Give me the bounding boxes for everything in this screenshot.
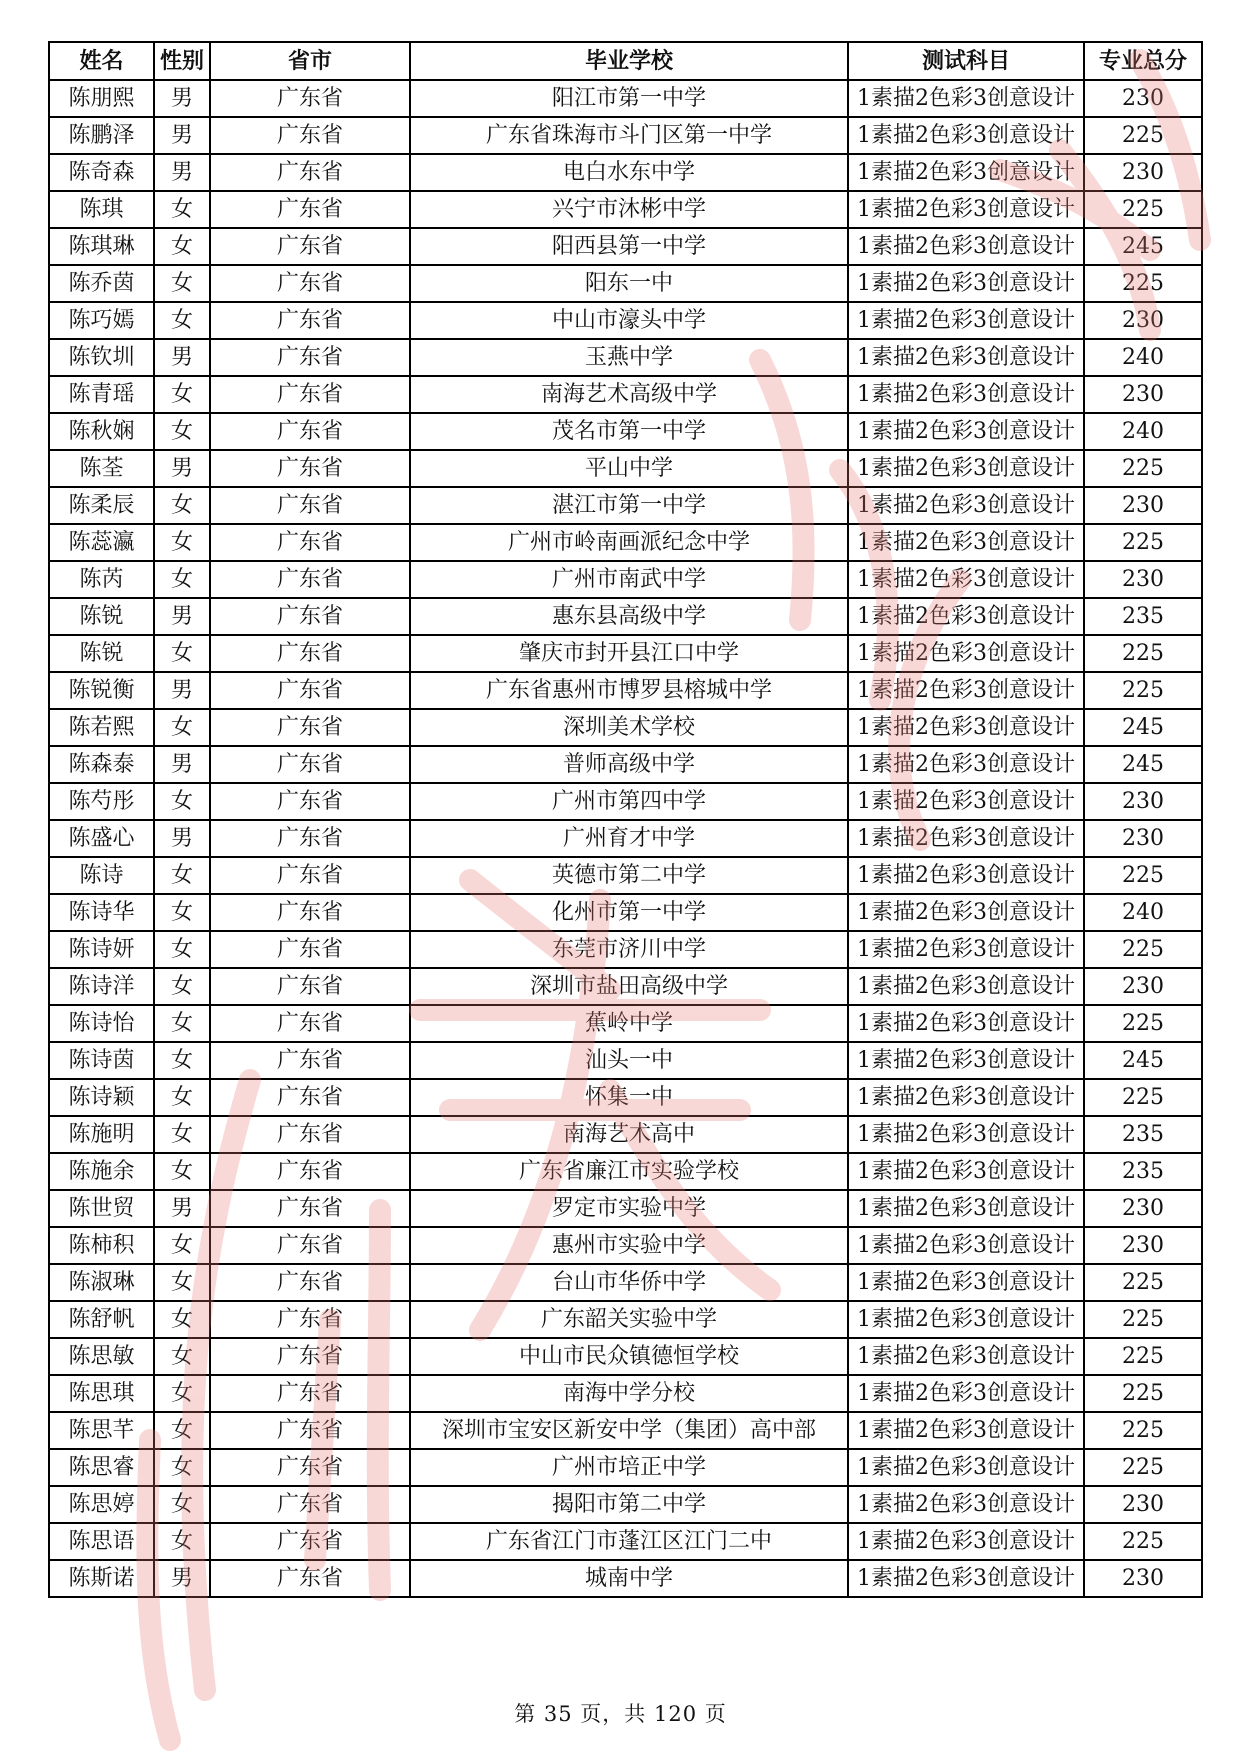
- cell-school: 中山市濠头中学: [410, 302, 848, 339]
- cell-total-score: 240: [1084, 413, 1202, 450]
- cell-province: 广东省: [210, 1227, 410, 1264]
- cell-province: 广东省: [210, 1375, 410, 1412]
- cell-province: 广东省: [210, 265, 410, 302]
- cell-name: 陈锐: [49, 635, 154, 672]
- table-row: [49, 1560, 1202, 1597]
- cell-school: 广州市岭南画派纪念中学: [410, 524, 848, 561]
- cell-school: 广州市南武中学: [410, 561, 848, 598]
- cell-name: 陈思琪: [49, 1375, 154, 1412]
- cell-gender: 女: [154, 894, 210, 931]
- cell-school: 化州市第一中学: [410, 894, 848, 931]
- cell-gender: 男: [154, 117, 210, 154]
- cell-gender: 女: [154, 561, 210, 598]
- table-row: [49, 1301, 1202, 1338]
- cell-province: 广东省: [210, 1079, 410, 1116]
- cell-total-score: 245: [1084, 709, 1202, 746]
- cell-school: 南海艺术高级中学: [410, 376, 848, 413]
- cell-province: 广东省: [210, 672, 410, 709]
- cell-name: 陈秋娴: [49, 413, 154, 450]
- cell-name: 陈思芊: [49, 1412, 154, 1449]
- table-row: [49, 1153, 1202, 1190]
- cell-subjects: 1素描2色彩3创意设计: [848, 154, 1084, 191]
- cell-name: 陈思睿: [49, 1449, 154, 1486]
- cell-province: 广东省: [210, 561, 410, 598]
- cell-total-score: 225: [1084, 1005, 1202, 1042]
- cell-subjects: 1素描2色彩3创意设计: [848, 1301, 1084, 1338]
- cell-gender: 女: [154, 1412, 210, 1449]
- cell-name: 陈思语: [49, 1523, 154, 1560]
- cell-province: 广东省: [210, 931, 410, 968]
- cell-school: 兴宁市沐彬中学: [410, 191, 848, 228]
- cell-name: 陈朋熙: [49, 80, 154, 117]
- cell-subjects: 1素描2色彩3创意设计: [848, 524, 1084, 561]
- cell-name: 陈琪: [49, 191, 154, 228]
- cell-name: 陈锐衡: [49, 672, 154, 709]
- cell-name: 陈斯诺: [49, 1560, 154, 1597]
- cell-province: 广东省: [210, 524, 410, 561]
- cell-school: 英德市第二中学: [410, 857, 848, 894]
- header-gender: 性别: [154, 42, 210, 80]
- cell-gender: 女: [154, 1227, 210, 1264]
- cell-name: 陈巧嫣: [49, 302, 154, 339]
- table-row: [49, 80, 1202, 117]
- cell-gender: 女: [154, 302, 210, 339]
- cell-school: 罗定市实验中学: [410, 1190, 848, 1227]
- cell-school: 东莞市济川中学: [410, 931, 848, 968]
- cell-school: 深圳美术学校: [410, 709, 848, 746]
- cell-province: 广东省: [210, 1042, 410, 1079]
- cell-province: 广东省: [210, 1005, 410, 1042]
- cell-name: 陈森泰: [49, 746, 154, 783]
- table-row: [49, 931, 1202, 968]
- table-row: [49, 968, 1202, 1005]
- cell-subjects: 1素描2色彩3创意设计: [848, 1338, 1084, 1375]
- table-row: [49, 783, 1202, 820]
- cell-subjects: 1素描2色彩3创意设计: [848, 376, 1084, 413]
- cell-gender: 女: [154, 1301, 210, 1338]
- cell-province: 广东省: [210, 857, 410, 894]
- cell-subjects: 1素描2色彩3创意设计: [848, 487, 1084, 524]
- cell-name: 陈诗华: [49, 894, 154, 931]
- cell-school: 平山中学: [410, 450, 848, 487]
- cell-total-score: 245: [1084, 746, 1202, 783]
- cell-province: 广东省: [210, 154, 410, 191]
- cell-school: 中山市民众镇德恒学校: [410, 1338, 848, 1375]
- cell-total-score: 225: [1084, 1301, 1202, 1338]
- cell-name: 陈思敏: [49, 1338, 154, 1375]
- cell-school: 阳西县第一中学: [410, 228, 848, 265]
- cell-subjects: 1素描2色彩3创意设计: [848, 746, 1084, 783]
- cell-name: 陈柔辰: [49, 487, 154, 524]
- cell-school: 城南中学: [410, 1560, 848, 1597]
- cell-subjects: 1素描2色彩3创意设计: [848, 1412, 1084, 1449]
- cell-total-score: 230: [1084, 487, 1202, 524]
- cell-school: 广东省江门市蓬江区江门二中: [410, 1523, 848, 1560]
- cell-total-score: 230: [1084, 1560, 1202, 1597]
- table-row: [49, 487, 1202, 524]
- cell-province: 广东省: [210, 1449, 410, 1486]
- cell-subjects: 1素描2色彩3创意设计: [848, 1042, 1084, 1079]
- cell-total-score: 230: [1084, 1227, 1202, 1264]
- cell-total-score: 225: [1084, 635, 1202, 672]
- cell-total-score: 225: [1084, 265, 1202, 302]
- cell-province: 广东省: [210, 1116, 410, 1153]
- cell-total-score: 225: [1084, 1523, 1202, 1560]
- cell-gender: 女: [154, 1153, 210, 1190]
- cell-gender: 男: [154, 820, 210, 857]
- cell-province: 广东省: [210, 1190, 410, 1227]
- cell-subjects: 1素描2色彩3创意设计: [848, 191, 1084, 228]
- cell-school: 阳东一中: [410, 265, 848, 302]
- cell-total-score: 235: [1084, 1153, 1202, 1190]
- cell-province: 广东省: [210, 598, 410, 635]
- cell-gender: 女: [154, 783, 210, 820]
- cell-school: 广东省珠海市斗门区第一中学: [410, 117, 848, 154]
- cell-gender: 女: [154, 1079, 210, 1116]
- page-footer: 第 35 页，共 120 页: [514, 1702, 727, 1726]
- cell-name: 陈淑琳: [49, 1264, 154, 1301]
- cell-province: 广东省: [210, 709, 410, 746]
- cell-name: 陈钦圳: [49, 339, 154, 376]
- cell-name: 陈诗: [49, 857, 154, 894]
- cell-gender: 女: [154, 1338, 210, 1375]
- header-subjects: 测试科目: [848, 42, 1084, 80]
- table-body: [49, 80, 1202, 1597]
- cell-province: 广东省: [210, 302, 410, 339]
- cell-gender: 女: [154, 191, 210, 228]
- header-school: 毕业学校: [410, 42, 848, 80]
- table-row: [49, 191, 1202, 228]
- header-name: 姓名: [49, 42, 154, 80]
- cell-school: 台山市华侨中学: [410, 1264, 848, 1301]
- table-row: [49, 524, 1202, 561]
- cell-subjects: 1素描2色彩3创意设计: [848, 931, 1084, 968]
- cell-total-score: 230: [1084, 820, 1202, 857]
- cell-gender: 女: [154, 265, 210, 302]
- cell-gender: 男: [154, 672, 210, 709]
- cell-total-score: 230: [1084, 1486, 1202, 1523]
- cell-name: 陈若熙: [49, 709, 154, 746]
- header-province: 省市: [210, 42, 410, 80]
- cell-subjects: 1素描2色彩3创意设计: [848, 1227, 1084, 1264]
- cell-gender: 女: [154, 1005, 210, 1042]
- table-row: [49, 117, 1202, 154]
- cell-gender: 女: [154, 1449, 210, 1486]
- cell-school: 南海中学分校: [410, 1375, 848, 1412]
- cell-gender: 女: [154, 228, 210, 265]
- cell-province: 广东省: [210, 339, 410, 376]
- cell-subjects: 1素描2色彩3创意设计: [848, 635, 1084, 672]
- cell-total-score: 235: [1084, 598, 1202, 635]
- cell-total-score: 225: [1084, 931, 1202, 968]
- table-row: [49, 1116, 1202, 1153]
- cell-gender: 男: [154, 450, 210, 487]
- results-table: [48, 41, 1203, 1598]
- cell-total-score: 230: [1084, 80, 1202, 117]
- cell-gender: 女: [154, 1523, 210, 1560]
- cell-subjects: 1素描2色彩3创意设计: [848, 80, 1084, 117]
- table-row: [49, 561, 1202, 598]
- cell-gender: 女: [154, 709, 210, 746]
- cell-province: 广东省: [210, 1153, 410, 1190]
- cell-subjects: 1素描2色彩3创意设计: [848, 117, 1084, 154]
- cell-province: 广东省: [210, 1264, 410, 1301]
- cell-gender: 女: [154, 635, 210, 672]
- cell-subjects: 1素描2色彩3创意设计: [848, 561, 1084, 598]
- cell-subjects: 1素描2色彩3创意设计: [848, 783, 1084, 820]
- cell-subjects: 1素描2色彩3创意设计: [848, 1116, 1084, 1153]
- cell-gender: 女: [154, 1116, 210, 1153]
- cell-total-score: 240: [1084, 339, 1202, 376]
- cell-gender: 女: [154, 857, 210, 894]
- cell-name: 陈诗颖: [49, 1079, 154, 1116]
- cell-subjects: 1素描2色彩3创意设计: [848, 1153, 1084, 1190]
- cell-province: 广东省: [210, 1486, 410, 1523]
- cell-gender: 男: [154, 1560, 210, 1597]
- cell-province: 广东省: [210, 376, 410, 413]
- cell-total-score: 225: [1084, 857, 1202, 894]
- cell-total-score: 230: [1084, 302, 1202, 339]
- table-row: [49, 302, 1202, 339]
- header-total-score: 专业总分: [1084, 42, 1202, 80]
- cell-subjects: 1素描2色彩3创意设计: [848, 450, 1084, 487]
- cell-total-score: 230: [1084, 376, 1202, 413]
- cell-name: 陈柿积: [49, 1227, 154, 1264]
- cell-gender: 男: [154, 80, 210, 117]
- cell-province: 广东省: [210, 1523, 410, 1560]
- cell-gender: 男: [154, 339, 210, 376]
- cell-total-score: 240: [1084, 894, 1202, 931]
- cell-total-score: 225: [1084, 1264, 1202, 1301]
- cell-total-score: 230: [1084, 1190, 1202, 1227]
- table-row: [49, 1449, 1202, 1486]
- cell-gender: 女: [154, 1042, 210, 1079]
- table-row: [49, 1486, 1202, 1523]
- cell-gender: 女: [154, 968, 210, 1005]
- cell-total-score: 230: [1084, 783, 1202, 820]
- cell-subjects: 1素描2色彩3创意设计: [848, 339, 1084, 376]
- table-row: [49, 672, 1202, 709]
- cell-total-score: 230: [1084, 561, 1202, 598]
- cell-gender: 女: [154, 376, 210, 413]
- cell-province: 广东省: [210, 820, 410, 857]
- cell-name: 陈思婷: [49, 1486, 154, 1523]
- cell-province: 广东省: [210, 450, 410, 487]
- cell-name: 陈诗茵: [49, 1042, 154, 1079]
- cell-name: 陈青瑶: [49, 376, 154, 413]
- table-row: [49, 598, 1202, 635]
- cell-subjects: 1素描2色彩3创意设计: [848, 1560, 1084, 1597]
- cell-school: 普师高级中学: [410, 746, 848, 783]
- table-row: [49, 1338, 1202, 1375]
- cell-school: 湛江市第一中学: [410, 487, 848, 524]
- cell-gender: 女: [154, 487, 210, 524]
- cell-province: 广东省: [210, 228, 410, 265]
- cell-name: 陈诗洋: [49, 968, 154, 1005]
- cell-province: 广东省: [210, 1412, 410, 1449]
- cell-name: 陈诗妍: [49, 931, 154, 968]
- cell-province: 广东省: [210, 968, 410, 1005]
- cell-total-score: 225: [1084, 524, 1202, 561]
- cell-subjects: 1素描2色彩3创意设计: [848, 413, 1084, 450]
- cell-school: 茂名市第一中学: [410, 413, 848, 450]
- cell-province: 广东省: [210, 746, 410, 783]
- cell-name: 陈琪琳: [49, 228, 154, 265]
- cell-subjects: 1素描2色彩3创意设计: [848, 1486, 1084, 1523]
- cell-name: 陈施余: [49, 1153, 154, 1190]
- cell-subjects: 1素描2色彩3创意设计: [848, 894, 1084, 931]
- cell-name: 陈鹏泽: [49, 117, 154, 154]
- cell-subjects: 1素描2色彩3创意设计: [848, 1264, 1084, 1301]
- cell-subjects: 1素描2色彩3创意设计: [848, 598, 1084, 635]
- cell-province: 广东省: [210, 783, 410, 820]
- cell-name: 陈锐: [49, 598, 154, 635]
- cell-name: 陈乔茵: [49, 265, 154, 302]
- cell-gender: 女: [154, 1264, 210, 1301]
- cell-school: 深圳市宝安区新安中学（集团）高中部: [410, 1412, 848, 1449]
- table-row: [49, 1190, 1202, 1227]
- table-row: [49, 228, 1202, 265]
- cell-subjects: 1素描2色彩3创意设计: [848, 672, 1084, 709]
- cell-school: 汕头一中: [410, 1042, 848, 1079]
- cell-school: 南海艺术高中: [410, 1116, 848, 1153]
- cell-school: 阳江市第一中学: [410, 80, 848, 117]
- cell-total-score: 225: [1084, 191, 1202, 228]
- cell-total-score: 225: [1084, 672, 1202, 709]
- cell-school: 揭阳市第二中学: [410, 1486, 848, 1523]
- cell-total-score: 225: [1084, 1079, 1202, 1116]
- cell-subjects: 1素描2色彩3创意设计: [848, 302, 1084, 339]
- cell-name: 陈奇森: [49, 154, 154, 191]
- cell-gender: 女: [154, 1486, 210, 1523]
- table-row: [49, 413, 1202, 450]
- cell-total-score: 245: [1084, 228, 1202, 265]
- cell-province: 广东省: [210, 635, 410, 672]
- cell-province: 广东省: [210, 191, 410, 228]
- table-row: [49, 635, 1202, 672]
- cell-school: 肇庆市封开县江口中学: [410, 635, 848, 672]
- table-row: [49, 1079, 1202, 1116]
- table-header-row: [49, 42, 1202, 80]
- cell-name: 陈蕊瀛: [49, 524, 154, 561]
- cell-province: 广东省: [210, 1560, 410, 1597]
- table-row: [49, 450, 1202, 487]
- cell-school: 怀集一中: [410, 1079, 848, 1116]
- table-row: [49, 1264, 1202, 1301]
- table-row: [49, 154, 1202, 191]
- cell-province: 广东省: [210, 487, 410, 524]
- cell-school: 蕉岭中学: [410, 1005, 848, 1042]
- table-row: [49, 1412, 1202, 1449]
- cell-name: 陈芍彤: [49, 783, 154, 820]
- cell-subjects: 1素描2色彩3创意设计: [848, 857, 1084, 894]
- cell-school: 电白水东中学: [410, 154, 848, 191]
- cell-total-score: 225: [1084, 1338, 1202, 1375]
- cell-subjects: 1素描2色彩3创意设计: [848, 1005, 1084, 1042]
- cell-subjects: 1素描2色彩3创意设计: [848, 1375, 1084, 1412]
- table-row: [49, 376, 1202, 413]
- cell-total-score: 225: [1084, 450, 1202, 487]
- cell-subjects: 1素描2色彩3创意设计: [848, 1079, 1084, 1116]
- cell-total-score: 225: [1084, 1412, 1202, 1449]
- cell-subjects: 1素描2色彩3创意设计: [848, 968, 1084, 1005]
- cell-province: 广东省: [210, 1338, 410, 1375]
- cell-province: 广东省: [210, 80, 410, 117]
- results-table-container: [48, 41, 1201, 1598]
- cell-gender: 男: [154, 598, 210, 635]
- cell-gender: 女: [154, 524, 210, 561]
- cell-province: 广东省: [210, 413, 410, 450]
- cell-subjects: 1素描2色彩3创意设计: [848, 265, 1084, 302]
- table-row: [49, 1005, 1202, 1042]
- cell-subjects: 1素描2色彩3创意设计: [848, 228, 1084, 265]
- cell-name: 陈芮: [49, 561, 154, 598]
- table-row: [49, 857, 1202, 894]
- cell-gender: 男: [154, 154, 210, 191]
- cell-gender: 男: [154, 1190, 210, 1227]
- cell-subjects: 1素描2色彩3创意设计: [848, 820, 1084, 857]
- cell-province: 广东省: [210, 894, 410, 931]
- table-row: [49, 820, 1202, 857]
- cell-subjects: 1素描2色彩3创意设计: [848, 1523, 1084, 1560]
- cell-province: 广东省: [210, 1301, 410, 1338]
- table-row: [49, 265, 1202, 302]
- cell-province: 广东省: [210, 117, 410, 154]
- table-row: [49, 1227, 1202, 1264]
- cell-school: 广州育才中学: [410, 820, 848, 857]
- cell-subjects: 1素描2色彩3创意设计: [848, 1449, 1084, 1486]
- cell-total-score: 225: [1084, 1449, 1202, 1486]
- table-row: [49, 1375, 1202, 1412]
- cell-total-score: 235: [1084, 1116, 1202, 1153]
- cell-name: 陈荃: [49, 450, 154, 487]
- cell-school: 广东韶关实验中学: [410, 1301, 848, 1338]
- cell-gender: 女: [154, 931, 210, 968]
- cell-subjects: 1素描2色彩3创意设计: [848, 1190, 1084, 1227]
- cell-total-score: 245: [1084, 1042, 1202, 1079]
- cell-total-score: 225: [1084, 117, 1202, 154]
- table-row: [49, 1523, 1202, 1560]
- table-row: [49, 1042, 1202, 1079]
- cell-school: 广东省惠州市博罗县榕城中学: [410, 672, 848, 709]
- cell-gender: 女: [154, 413, 210, 450]
- cell-school: 广州市第四中学: [410, 783, 848, 820]
- cell-name: 陈世贸: [49, 1190, 154, 1227]
- cell-school: 广州市培正中学: [410, 1449, 848, 1486]
- table-row: [49, 894, 1202, 931]
- table-row: [49, 709, 1202, 746]
- cell-school: 广东省廉江市实验学校: [410, 1153, 848, 1190]
- cell-gender: 男: [154, 746, 210, 783]
- cell-name: 陈盛心: [49, 820, 154, 857]
- cell-total-score: 225: [1084, 1375, 1202, 1412]
- cell-name: 陈施明: [49, 1116, 154, 1153]
- cell-school: 深圳市盐田高级中学: [410, 968, 848, 1005]
- cell-total-score: 230: [1084, 968, 1202, 1005]
- table-row: [49, 339, 1202, 376]
- cell-name: 陈舒帆: [49, 1301, 154, 1338]
- cell-name: 陈诗怡: [49, 1005, 154, 1042]
- cell-school: 惠州市实验中学: [410, 1227, 848, 1264]
- cell-school: 玉燕中学: [410, 339, 848, 376]
- table-row: [49, 746, 1202, 783]
- cell-subjects: 1素描2色彩3创意设计: [848, 709, 1084, 746]
- cell-school: 惠东县高级中学: [410, 598, 848, 635]
- cell-gender: 女: [154, 1375, 210, 1412]
- cell-total-score: 230: [1084, 154, 1202, 191]
